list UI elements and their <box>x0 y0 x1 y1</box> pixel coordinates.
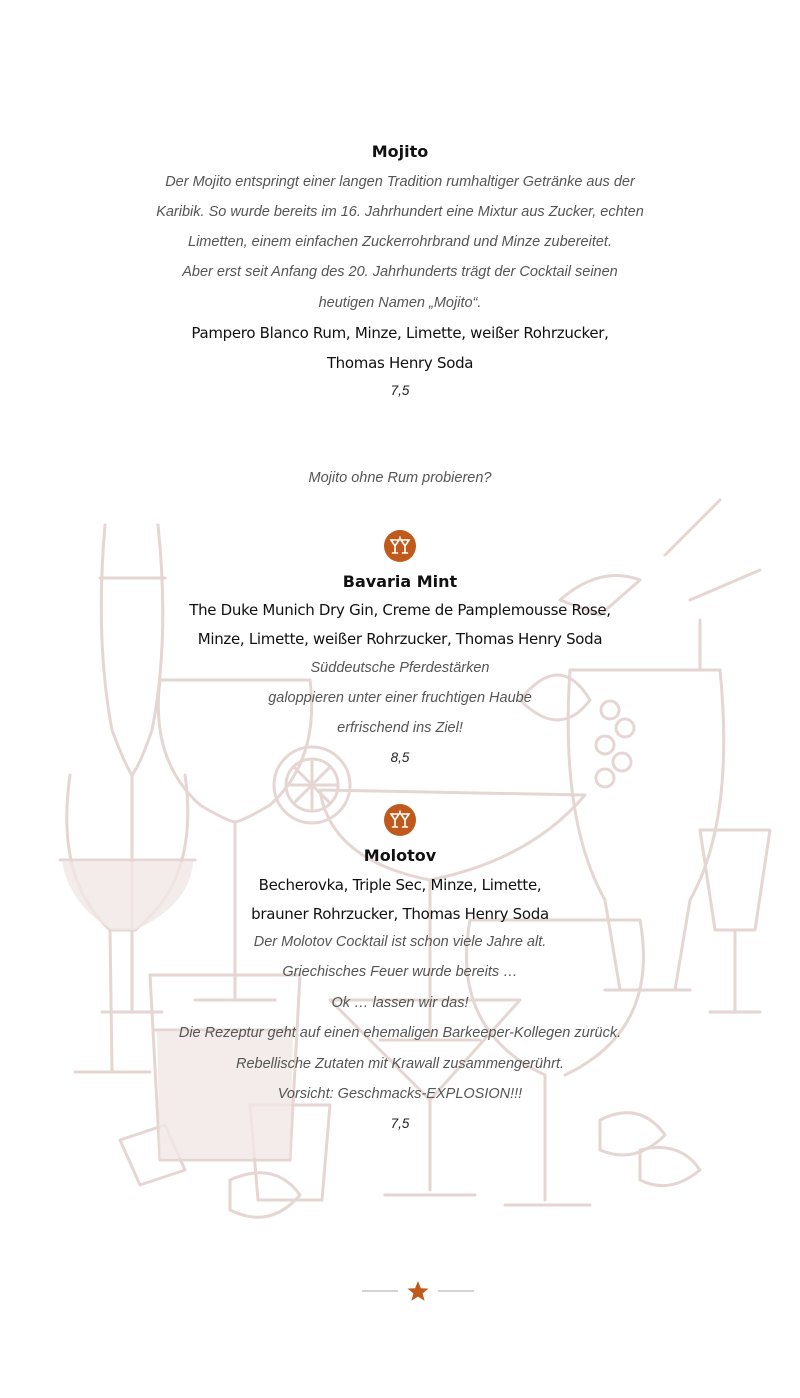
bavaria-mint-description-line-1: Süddeutsche Pferdestärken <box>310 660 490 676</box>
molotov-description-line-2: Griechisches Feuer wurde bereits … <box>282 964 518 980</box>
molotov-ingredients-line-2: brauner Rohrzucker, Thomas Henry Soda <box>251 905 549 923</box>
bavaria-mint-ingredients-line-1: The Duke Munich Dry Gin, Creme de Pamplemousse Rose, <box>189 601 611 619</box>
bavaria-mint-title: Bavaria Mint <box>342 572 458 591</box>
alcohol-free-note: Mojito ohne Rum probieren? <box>308 470 492 486</box>
bavaria-mint-price: 8,5 <box>390 750 410 765</box>
mojito-price: 7,5 <box>390 383 410 398</box>
molotov-ingredients-line-1: Becherovka, Triple Sec, Minze, Limette, <box>258 876 542 894</box>
mojito-description-line-2: Karibik. So wurde bereits im 16. Jahrhundert eine Mixtur aus Zucker, echten <box>156 204 644 220</box>
mojito-description-line-1: Der Mojito entspringt einer langen Tradition rumhaltiger Getränke aus der <box>165 174 635 190</box>
cocktail-glasses-icon <box>384 804 416 836</box>
bavaria-mint-description-line-3: erfrischend ins Ziel! <box>337 720 463 736</box>
cocktail-glasses-icon <box>384 530 416 562</box>
molotov-description-line-6: Vorsicht: Geschmacks-EXPLOSION!!! <box>277 1086 523 1102</box>
mojito-description-line-5: heutigen Namen „Mojito“. <box>318 295 482 311</box>
bavaria-mint-ingredients-line-2: Minze, Limette, weißer Rohrzucker, Thomas Henry Soda <box>197 630 603 648</box>
star-icon <box>408 1281 429 1301</box>
molotov-description-line-5: Rebellische Zutaten mit Krawall zusammengerührt. <box>236 1056 564 1072</box>
mojito-description-line-3: Limetten, einem einfachen Zuckerrohrbrand und Minze zubereitet. <box>188 234 612 250</box>
bavaria-mint-description-line-2: galoppieren unter einer fruchtigen Haube <box>268 690 532 706</box>
mojito-ingredients-line-1: Pampero Blanco Rum, Minze, Limette, weißer Rohrzucker, <box>191 324 609 342</box>
molotov-price: 7,5 <box>390 1116 410 1131</box>
mojito-ingredients-line-2: Thomas Henry Soda <box>326 354 474 372</box>
mojito-description-line-4: Aber erst seit Anfang des 20. Jahrhunderts trägt der Cocktail seinen <box>182 264 618 280</box>
footer-divider <box>360 1278 476 1304</box>
molotov-title: Molotov <box>363 846 437 865</box>
molotov-description-line-1: Der Molotov Cocktail ist schon viele Jahre alt. <box>253 934 547 950</box>
mojito-title: Mojito <box>371 142 429 161</box>
molotov-description-line-4: Die Rezeptur geht auf einen ehemaligen Barkeeper-Kollegen zurück. <box>178 1025 622 1041</box>
molotov-description-line-3: Ok … lassen wir das! <box>331 995 469 1011</box>
